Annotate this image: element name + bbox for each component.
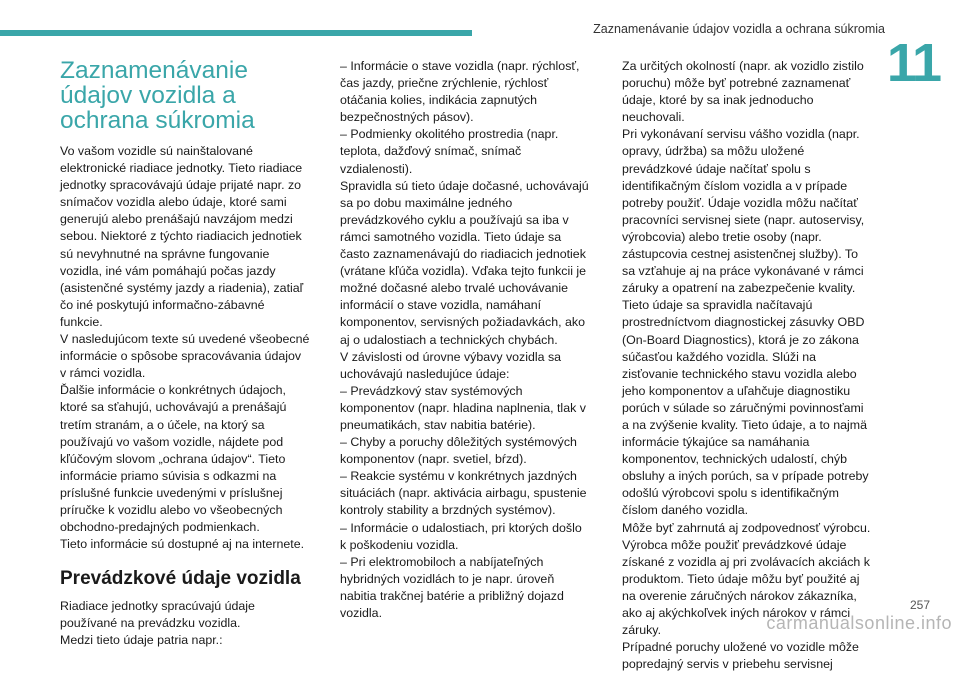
header-accent-bar: [0, 30, 472, 36]
paragraph: V nasledujúcom texte sú uvedené všeobecné informácie o spôsobe spracovávania údajov v rámci vozidla.: [60, 332, 310, 381]
text-column-1: [60, 58, 310, 650]
paragraph: Riadiace jednotky spracúvajú údaje používané na prevádzku vozidla.: [60, 599, 255, 631]
paragraph: Za určitých okolností (napr. ak vozidlo zistilo poruchu) môže byť potrebné zaznamenať údaje, ktoré by sa inak jednoducho neuchovali.: [622, 59, 864, 125]
page-number: 257: [909, 598, 930, 612]
paragraph: Vo vašom vozidle sú nainštalované elektronické riadiace jednotky. Tieto riadiace jednotky spracovávajú údaje prijaté napr. zo snímačov vozidla alebo údaje, ktoré sami generujú alebo prenášajú navzájom medzi sebou. Niektoré z týchto riadiacich jednotiek sú nevyhnutné na správne fungovanie vozidla, iné vám pomáhajú počas jazdy (asistenčné systémy jazdy a riadenia), zatiaľ čo iné poskytujú informačno-zábavné funkcie.: [60, 144, 304, 329]
text-column-3: [622, 58, 872, 673]
paragraph: Pri vykonávaní servisu vášho vozidla (napr. opravy, údržba) sa môžu uložené prevádzkové údaje načítať spolu s identifikačným číslom vozidla a v prípade potreby použiť. Údaje vozidla môžu načítať pracovníci servisnej siete (napr. autoservisy, výrobcovia) alebo tretie osoby (napr. zástupcovia cestnej asistenčnej služby). To sa vzťahuje aj na práce vykonávané v rámci záruky a opatrení na zabezpečenie kvality.: [622, 127, 865, 296]
page-title: Zaznamenávanie údajov vozidla a ochrana súkromia: [60, 57, 255, 134]
text-column-2: [340, 58, 590, 622]
list-item: – Reakcie systému v konkrétnych jazdných situáciách (napr. aktivácia airbagu, spustenie kontroly stability a brzdných systémov).: [340, 469, 587, 518]
chapter-number: 11: [886, 33, 940, 93]
list-item: – Informácie o stave vozidla (napr. rýchlosť, čas jazdy, priečne zrýchlenie, rýchlosť otáčania kolies, indikácia zapnutých bezpečnostných pásov).: [340, 59, 580, 125]
paragraph: Medzi tieto údaje patria napr.:: [60, 633, 223, 648]
paragraph: V závislosti od úrovne výbavy vozidla sa uchovávajú nasledujúce údaje:: [340, 349, 562, 381]
running-header: Zaznamenávanie údajov vozidla a ochrana súkromia: [593, 22, 885, 36]
paragraph: Spravidla sú tieto údaje dočasné, uchovávajú sa po dobu maximálne jedného prevádzkového cyklu a používajú sa iba v rámci samotného vozidla. Tieto údaje sa často zaznamenávajú do riadiacich jednotiek (vrátane kľúča vozidla). Vďaka tejto funkcii je možné dočasné alebo trvalé uchovávanie informácií o stave vozidla, namáhaní komponentov, servisných požiadavkách, ako aj o udalostiach a technických chybách.: [340, 178, 589, 347]
list-item: – Podmienky okolitého prostredia (napr. teplota, dažďový snímač, snímač vzdialenosti).: [340, 127, 559, 176]
list-item: – Chyby a poruchy dôležitých systémových komponentov (napr. svetiel, bŕzd).: [340, 435, 577, 467]
list-item: – Prevádzkový stav systémových komponentov (napr. hladina naplnenia, tlak v pneumatikách, stav nabitia batérie).: [340, 383, 586, 432]
paragraph: Tieto údaje sa spravidla načítavajú prostredníctvom diagnostickej zásuvky OBD (On-Board Diagnostics), ktorá je zo zákona súčasťou každého vozidla. Slúži na zisťovanie technického stavu vozidla alebo jeho komponentov a uľahčuje diagnostiku porúch v súlade so záručnými povinnosťami a na zvýšenie kvality. Tieto údaje, a to najmä informácie týkajúce sa namáhania komponentov, technických udalostí, chýb obsluhy a iných porúch, sa v prípade potreby odošlú výrobcovi spolu s identifikačným číslom daného vozidla.: [622, 298, 869, 518]
list-item: – Pri elektromobiloch a nabíjateľných hybridných vozidlách to je napr. úroveň nabitia trakčnej batérie a približný dojazd vozidla.: [340, 554, 564, 620]
paragraph: Výrobca môže použiť prevádzkové údaje získané z vozidla aj pri zvolávacích akciách k produktom. Tieto údaje môžu byť použité aj na overenie záručných nárokov zákazníka, ako aj akýchkoľvek iných nárokov v rámci záruky.: [622, 537, 870, 638]
section-heading: Prevádzkové údaje vozidla: [60, 568, 301, 590]
list-item: – Informácie o udalostiach, pri ktorých došlo k poškodeniu vozidla.: [340, 520, 582, 552]
paragraph: Ďalšie informácie o konkrétnych údajoch, ktoré sa sťahujú, uchovávajú a prenášajú tretím stranám, a o účele, na ktorý sa používajú vo vašom vozidle, nájdete pod kľúčovým slovom „ochrana údajov“. Tieto informácie priamo súvisia s odkazmi na príslušné funkcie uvedenými v príslušnej príručke k vozidlu alebo vo všeobecných obchodno-predajných podmienkach.: [60, 383, 287, 535]
paragraph: Prípadné poruchy uložené vo vozidle môže popredajný servis v priebehu servisnej: [622, 640, 859, 672]
paragraph: Môže byť zahrnutá aj zodpovednosť výrobcu.: [622, 520, 871, 535]
paragraph: Tieto informácie sú dostupné aj na internete.: [60, 537, 305, 552]
watermark: carmanualsonline.info: [766, 613, 952, 633]
